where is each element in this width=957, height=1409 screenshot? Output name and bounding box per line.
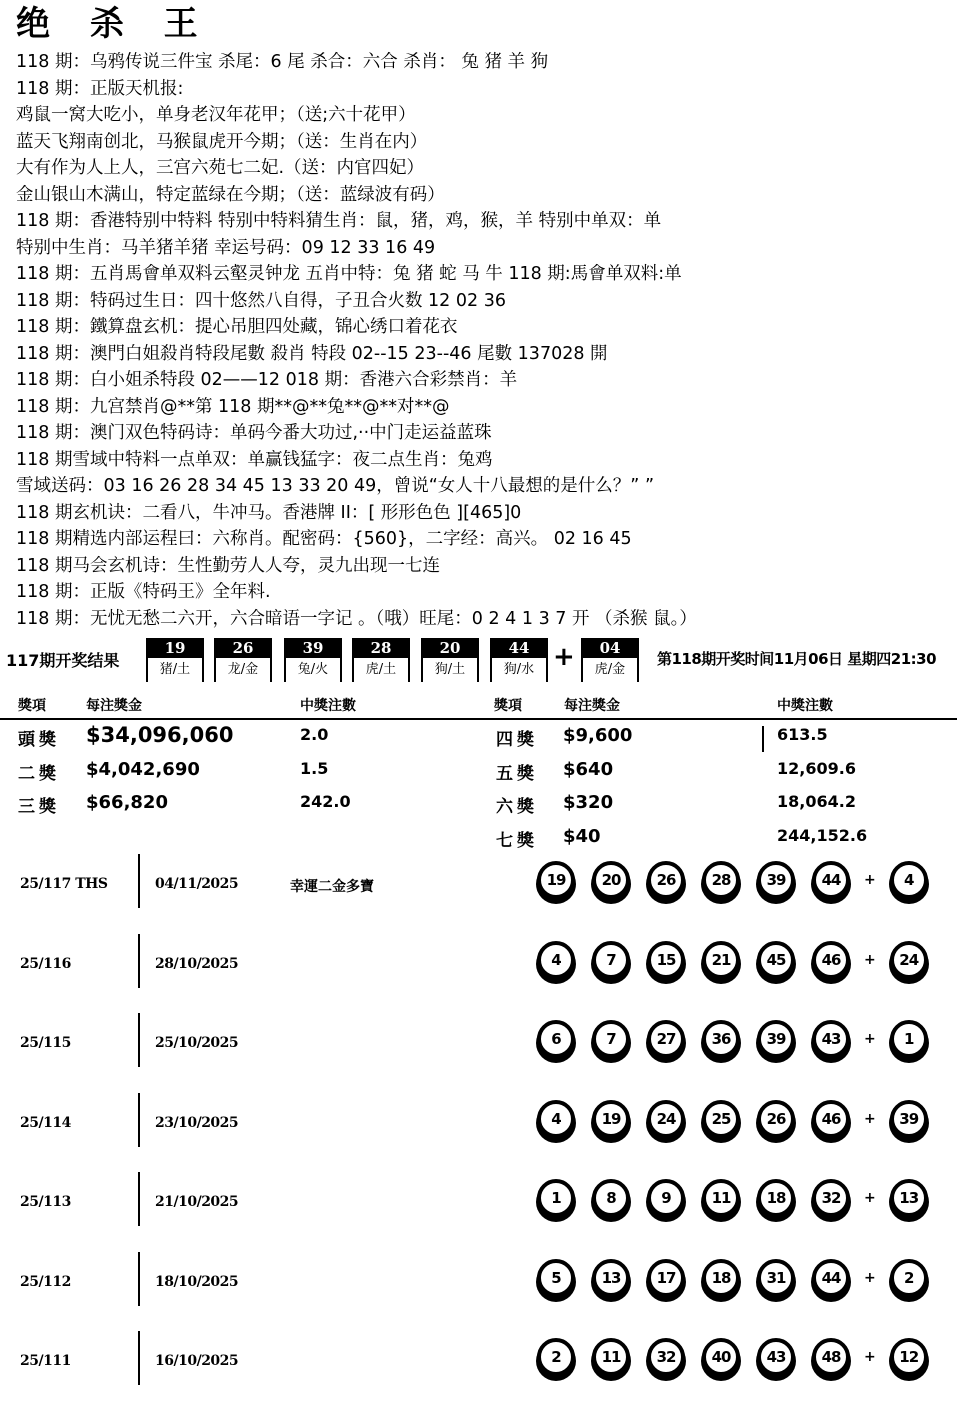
ball: 24 [647,1100,685,1138]
draw-number-box [421,638,479,682]
prize-name: 三獎 [18,797,60,817]
ball-set [537,1338,928,1376]
draw-number: 19 [148,638,202,658]
draw-number-box [352,638,410,682]
prize-row [0,787,480,821]
prize-count: 244,152.6 [777,825,868,845]
ball: 4 [537,1100,575,1138]
text-line: 鸡鼠一窝大吃小，单身老汉年花甲；（送;六十花甲） [16,105,416,125]
text-line: 118 期：香港特别中特料 特别中特料猜生肖：鼠，猪，鸡，猴，羊 特别中单双：单 [16,211,662,231]
ball: 26 [647,861,685,899]
ball: 21 [702,941,740,979]
draw-number-box [146,638,204,682]
header-item: 獎項 [18,698,46,714]
prize-table-right [480,692,957,854]
divider [138,934,140,988]
text-line: 118 期：白小姐杀特段 02——12 018 期：香港六合彩禁肖：羊 [16,370,518,390]
ball-set [537,1020,928,1058]
special-ball: 24 [890,941,928,979]
ball-set [537,1179,928,1217]
prize-amount: $640 [563,758,614,780]
text-line: 118 期：五肖馬會单双料云壑灵钟龙 五肖中特：兔 猪 蛇 马 牛 118 期:馬會单双料:单 [16,264,682,284]
ball-set [537,861,928,899]
special-ball: 12 [890,1338,928,1376]
draw-date: 25/10/2025 [155,1035,239,1051]
draw-zodiac: 兔/火 [297,662,329,677]
header-count: 中獎注數 [300,698,356,714]
ball: 18 [757,1179,795,1217]
ball: 45 [757,941,795,979]
ball: 31 [757,1259,795,1297]
draw-name: 幸運二金多寶 [290,879,374,895]
header-amount: 每注獎金 [564,698,620,714]
draw-number: 28 [354,638,408,658]
plus-sign: + [864,1349,876,1365]
ball: 19 [592,1100,630,1138]
ball: 17 [647,1259,685,1297]
draw-id: 25/112 [20,1273,71,1290]
plus-sign: + [864,1190,876,1206]
draw-result-label: 117期开奖结果 [6,651,120,670]
special-ball: 39 [890,1100,928,1138]
header-count: 中獎注數 [777,698,833,714]
ball: 19 [537,861,575,899]
draw-date: 18/10/2025 [155,1273,239,1290]
ball: 7 [592,1020,630,1058]
ball: 26 [757,1100,795,1138]
plus-sign: + [553,642,575,672]
draw-date: 04/11/2025 [155,876,239,892]
draw-id: 25/114 [20,1114,71,1131]
prize-row [480,787,957,821]
history-row [0,1011,957,1091]
ball: 43 [757,1338,795,1376]
text-line: 118 期：正版《特码王》全年料. [16,582,271,602]
draw-zodiac: 猪/土 [159,662,191,677]
draw-number-box [284,638,342,682]
ball: 48 [812,1338,850,1376]
next-draw-time: 第118期开奖时间11月06日 星期四21:30 [657,650,937,668]
prize-amount: $66,820 [86,792,168,813]
draw-zodiac: 狗/土 [434,662,466,677]
text-line: 金山银山木满山，特定蓝绿在今期；（送：蓝绿波有码） [16,184,445,205]
ball: 39 [757,861,795,899]
ball-set [537,1259,928,1297]
text-line: 118 期：澳门双色特码诗：单码今番大功过,··中门走运益蓝珠 [16,423,492,443]
divider [138,1252,140,1306]
history-row [0,1170,957,1250]
ball: 6 [537,1020,575,1058]
ball: 36 [702,1020,740,1058]
prize-amount: $4,042,690 [86,758,200,780]
divider [138,1331,140,1385]
ball: 2 [537,1338,575,1376]
divider [762,726,764,752]
history-row [0,1250,957,1330]
text-line: 雪域送码：03 16 26 28 34 45 13 33 20 49，曾说“女人十八最想的是什么？” ” [16,476,655,496]
plus-sign: + [864,1110,876,1127]
prize-row [0,720,480,754]
prize-table-header [480,692,957,720]
text-line: 118 期：正版天机报: [16,78,184,99]
draw-id: 25/117 THS [20,876,108,892]
prize-amount: $40 [563,825,601,847]
draw-id: 25/116 [20,955,71,972]
ball: 13 [592,1259,630,1297]
prediction-lines [16,49,946,632]
prize-name: 二獎 [18,763,60,784]
prize-count: 12,609.6 [777,758,856,778]
history-row [0,932,957,1012]
ball: 27 [647,1020,685,1058]
special-zodiac: 虎/金 [594,662,626,677]
prize-name: 頭獎 [18,730,60,750]
divider [138,1013,140,1067]
ball: 4 [537,941,575,979]
text-line: 118 期：澳門白姐殺肖特段尾數 殺肖 特段 02--15 23--46 尾數 137028 開 [16,343,608,364]
special-ball: 2 [890,1259,928,1297]
prize-row [480,720,957,754]
history-row [0,1329,957,1409]
draw-id: 25/113 [20,1194,71,1210]
draw-number: 26 [216,638,270,658]
prize-count: 613.5 [777,725,828,744]
draw-date: 23/10/2025 [155,1114,239,1131]
draw-id: 25/115 [20,1035,71,1051]
text-line: 118 期：特码过生日：四十悠然八自得，子丑合火数 12 02 36 [16,290,506,311]
prize-count: 2.0 [300,725,329,744]
prize-name: 五獎 [496,763,538,784]
draw-zodiac: 狗/水 [503,662,535,677]
draw-history [0,852,957,1409]
ball: 44 [812,1259,850,1297]
history-row [0,852,957,932]
prize-count: 242.0 [300,792,351,811]
special-number-box [581,638,639,682]
special-number: 04 [583,638,637,658]
divider [138,1093,140,1147]
ball: 11 [702,1179,740,1217]
page-title: 绝 杀 王 [16,4,212,44]
ball: 15 [647,941,685,979]
ball: 28 [702,861,740,899]
ball: 39 [757,1020,795,1058]
ball: 32 [647,1338,685,1376]
text-line: 蓝天飞翔南创北，马猴鼠虎开今期；（送：生肖在内） [16,131,428,152]
ball: 1 [537,1179,575,1217]
draw-number-box [214,638,272,682]
text-line: 118 期马会玄机诗：生性勤劳人人夸，灵九出现一七连 [16,555,440,576]
ball: 11 [592,1338,630,1376]
plus-sign: + [864,1031,876,1047]
text-line: 118 期玄机诀：二看八，牛冲马。香港牌 II：[ 形形色色 ][465]0 [16,502,522,523]
ball: 25 [702,1100,740,1138]
special-ball: 13 [890,1179,928,1217]
draw-id: 25/111 [20,1353,71,1369]
divider [138,854,140,908]
plus-sign: + [864,1269,876,1286]
draw-number: 20 [423,638,477,658]
prize-name: 四獎 [496,730,538,750]
draw-date: 21/10/2025 [155,1194,239,1210]
draw-zodiac: 龙/金 [227,662,259,677]
text-line: 118 期：鐵算盘玄机：提心吊胆四处藏，锦心绣口着花衣 [16,317,458,337]
ball: 46 [812,1100,850,1138]
prize-row [480,821,957,855]
draw-number: 39 [286,638,340,658]
ball-set [537,941,928,979]
draw-number: 44 [492,638,546,658]
text-line: 118 期精选内部运程曰：六称肖。配密码：{560}，二字经：高兴。 02 16 45 [16,529,632,549]
prize-table-left [0,692,480,821]
text-line: 特别中生肖：马羊猪羊猪 幸运号码：09 12 33 16 49 [16,237,436,258]
prize-count: 18,064.2 [777,792,856,811]
ball: 44 [812,861,850,899]
draw-result-strip [0,636,957,686]
prize-amount: $34,096,060 [86,723,234,747]
ball: 18 [702,1259,740,1297]
divider [138,1172,140,1226]
text-line: 118 期：九宫禁肖@**第 118 期**@**兔**@**对**@ [16,396,450,417]
prize-table-header [0,692,480,720]
prize-amount: $320 [563,792,614,813]
prize-name: 七獎 [496,830,538,851]
draw-date: 16/10/2025 [155,1353,239,1369]
plus-sign: + [864,872,876,888]
prize-amount: $9,600 [563,725,633,746]
plus-sign: + [864,951,876,968]
text-line: 118 期：无忧无愁二六开，六合暗语一字记 。（哦）旺尾：0 2 4 1 3 7 开 （杀猴 鼠。） [16,608,697,629]
special-ball: 1 [890,1020,928,1058]
ball: 46 [812,941,850,979]
text-line: 118 期雪域中特料一点单双：单赢钱猛字：夜二点生肖：兔鸡 [16,449,493,470]
prize-count: 1.5 [300,758,329,778]
ball: 5 [537,1259,575,1297]
text-line: 118 期：乌鸦传说三件宝 杀尾：6 尾 杀合：六合 杀肖： 兔 猪 羊 狗 [16,52,549,72]
prize-name: 六獎 [496,797,538,817]
prize-row [480,754,957,788]
draw-date: 28/10/2025 [155,955,239,972]
text-line: 大有作为人上人，三宫六苑七二妃.（送：内官四妃） [16,158,425,178]
ball: 8 [592,1179,630,1217]
prize-row [0,754,480,788]
ball: 20 [592,861,630,899]
ball: 32 [812,1179,850,1217]
draw-zodiac: 虎/土 [365,662,397,677]
header-amount: 每注獎金 [86,698,142,714]
special-ball: 4 [890,861,928,899]
history-row [0,1091,957,1171]
ball: 43 [812,1020,850,1058]
ball: 40 [702,1338,740,1376]
draw-number-box [490,638,548,682]
ball-set [537,1100,928,1138]
ball: 9 [647,1179,685,1217]
ball: 7 [592,941,630,979]
header-item: 獎項 [494,698,522,714]
